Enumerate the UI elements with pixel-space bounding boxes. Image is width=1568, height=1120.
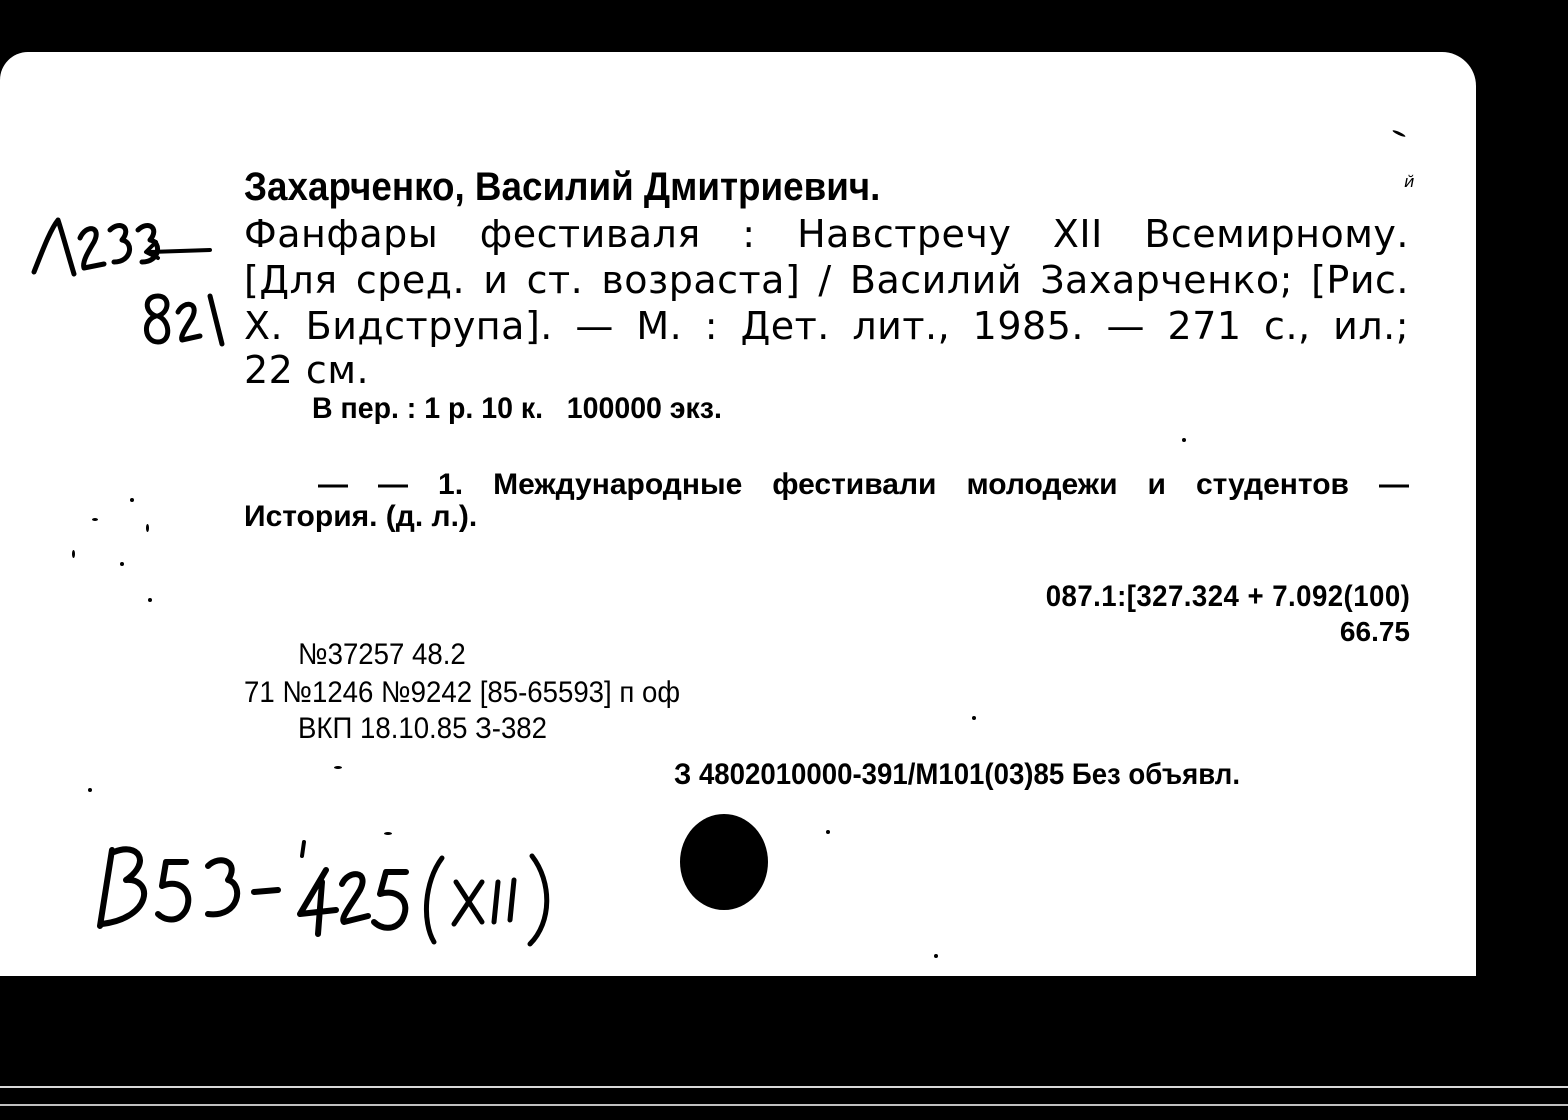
card-punch-hole <box>680 814 768 910</box>
scan-speck <box>384 832 392 835</box>
scan-speck <box>334 766 342 769</box>
scan-speck <box>92 518 98 521</box>
scan-speck <box>1182 438 1186 442</box>
subject-heading-line-2: История. (д. л.). <box>244 500 478 533</box>
description-line-4: 22 см. <box>244 348 370 392</box>
scanner-edge-line <box>0 1104 1568 1106</box>
scanner-edge-line <box>0 1086 1568 1088</box>
scan-speck <box>148 598 152 602</box>
scan-speck <box>130 498 134 502</box>
tech-line-3: ВКП 18.10.85 З-382 <box>298 712 548 745</box>
handwritten-shelfmark-second <box>140 288 230 352</box>
tech-line-1: №37257 48.2 <box>298 638 466 671</box>
description-line-3: Х. Бидструпа]. — М. : Дет. лит., 1985. — 271 с., ил.; <box>244 304 1409 348</box>
scan-speck <box>826 830 830 834</box>
scan-speck <box>88 788 92 792</box>
bbk-index: 66.75 <box>1339 616 1410 647</box>
tech-line-2: 71 №1246 №9242 [85-65593] п оф <box>244 676 681 709</box>
scan-speck <box>72 550 75 558</box>
handwritten-shelfmark-bottom <box>90 822 590 952</box>
catalog-card <box>0 52 1476 976</box>
scan-speck <box>934 954 938 958</box>
scan-speck <box>120 562 124 566</box>
handwritten-shelfmark-top <box>28 212 218 282</box>
scan-speck <box>1392 129 1406 138</box>
scan-speck <box>146 524 149 532</box>
scan-speck <box>972 716 976 720</box>
description-line-1: Фанфары фестиваля : Навстречу XII Всемирному. <box>244 212 1409 256</box>
author-heading: Захарченко, Василий Дмитриевич. <box>244 165 881 209</box>
publisher-code: З 4802010000-391/М101(03)85 Без объявл. <box>674 758 1241 791</box>
description-line-2: [Для сред. и ст. возраста] / Василий Захарченко; [Рис. <box>244 258 1409 302</box>
corner-handwritten-mark: й <box>1404 172 1415 191</box>
subject-heading-line-1: — — 1. Международные фестивали молодежи и студентов — <box>318 468 1409 501</box>
udc-index: 087.1:[327.324 + 7.092(100) <box>1045 580 1410 613</box>
price-and-print-run: В пер. : 1 р. 10 к. 100000 экз. <box>312 392 722 425</box>
